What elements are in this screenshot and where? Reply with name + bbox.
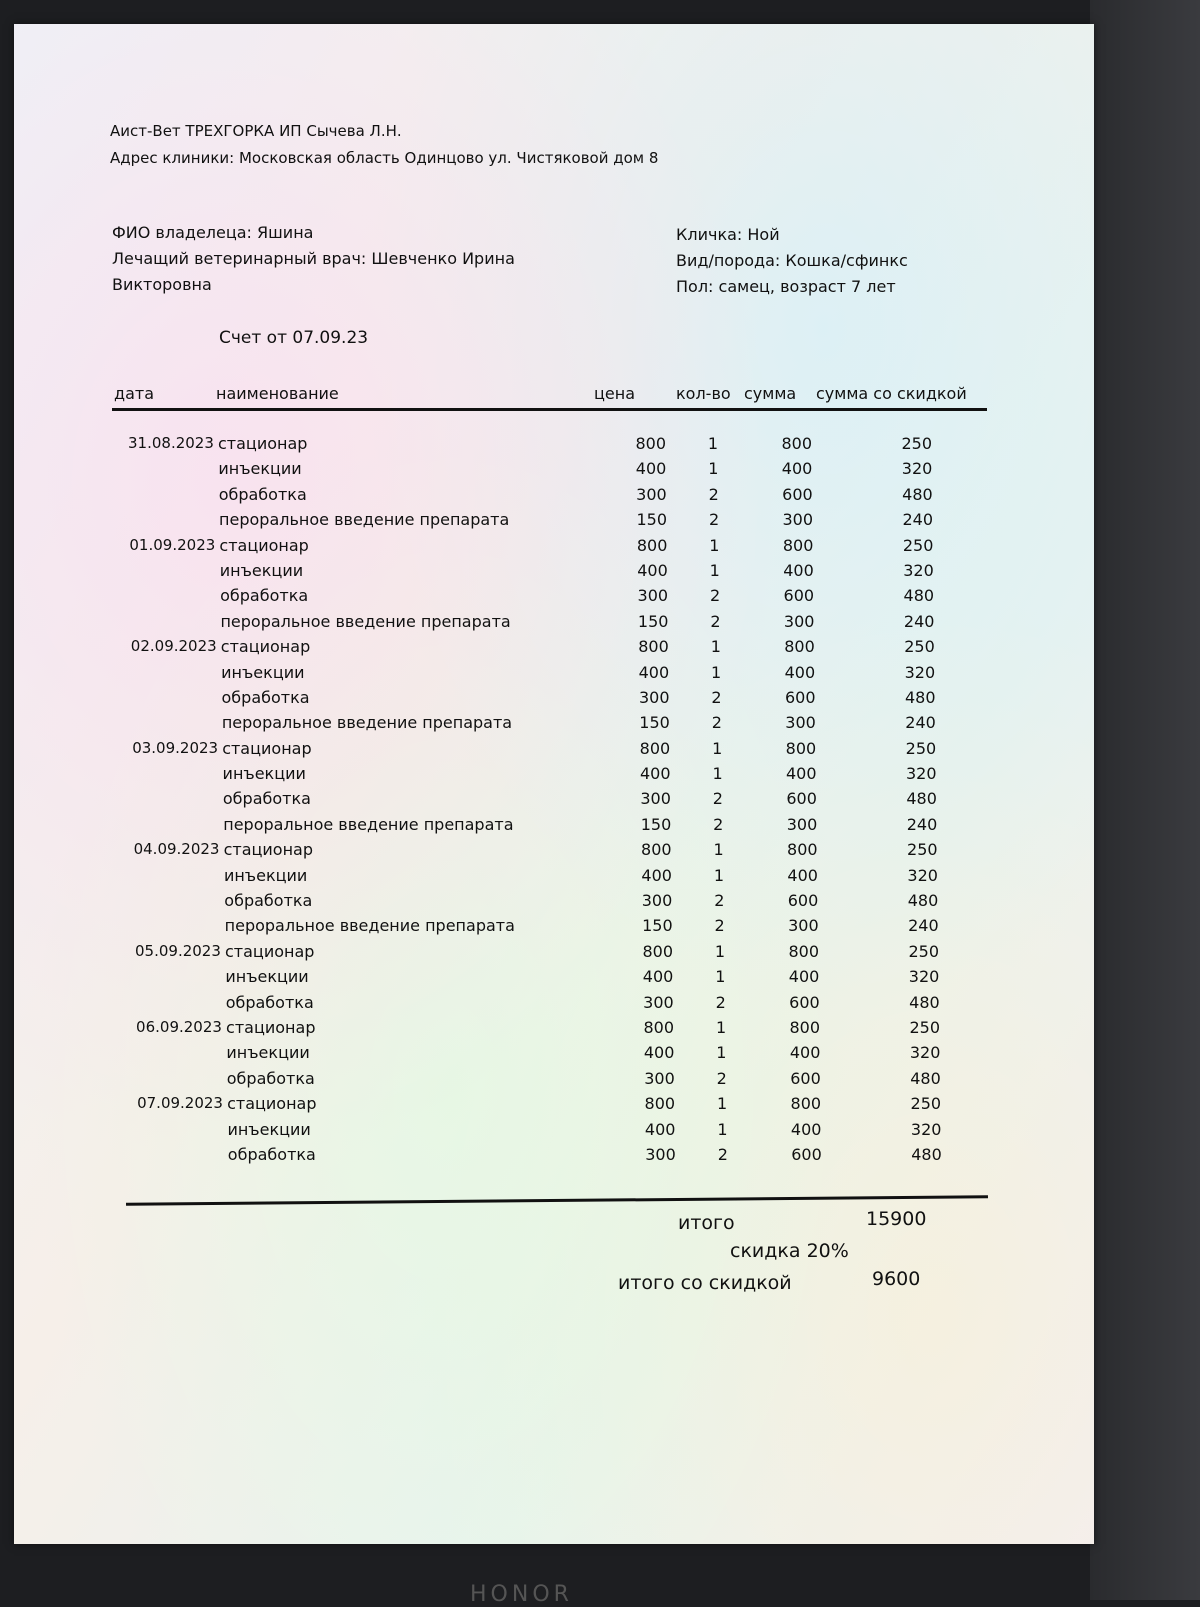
- row-sum: 300: [783, 611, 815, 631]
- row-price: 800: [643, 1017, 675, 1037]
- table-row: [19, 789, 1099, 814]
- row-sum: 400: [789, 1043, 821, 1063]
- row-qty: 1: [712, 738, 723, 758]
- discounted-total-label: итого со скидкой: [618, 1272, 792, 1294]
- row-qty: 1: [713, 865, 725, 885]
- row-item-name: инъекции: [218, 459, 302, 479]
- row-sum: 400: [781, 459, 813, 479]
- row-price: 300: [640, 789, 671, 809]
- table-row: [15, 536, 1095, 561]
- invoice-document: [14, 24, 1094, 1544]
- clinic-header: [110, 118, 658, 172]
- col-header-name: наименование: [216, 384, 339, 403]
- row-qty: 1: [717, 1119, 728, 1139]
- table-row: [20, 891, 1100, 916]
- row-item-name: пероральное введение препарата: [224, 916, 515, 936]
- row-price: 800: [635, 434, 666, 453]
- table-row: [20, 840, 1100, 865]
- row-discounted-sum: 480: [909, 992, 940, 1012]
- row-sum: 800: [789, 1017, 821, 1037]
- row-qty: 1: [715, 967, 726, 987]
- row-discounted-sum: 240: [908, 916, 939, 936]
- row-qty: 2: [716, 1068, 727, 1088]
- row-item-name: пероральное введение препарата: [221, 713, 513, 733]
- row-price: 400: [643, 1043, 675, 1063]
- row-discounted-sum: 320: [909, 1043, 941, 1063]
- pet-block: [676, 222, 908, 300]
- row-qty: 2: [714, 916, 725, 936]
- invoice-rows: [14, 434, 1094, 1170]
- row-price: 300: [645, 1144, 676, 1164]
- device-brand-logo: HONOR: [470, 1582, 573, 1607]
- row-sum: 600: [783, 586, 815, 606]
- row-qty: 1: [714, 941, 726, 961]
- row-date: 31.08.2023: [128, 434, 214, 452]
- row-sum: 800: [781, 434, 812, 453]
- row-price: 400: [640, 764, 671, 784]
- row-date: 06.09.2023: [136, 1017, 222, 1036]
- table-row: [16, 561, 1096, 586]
- row-sum: 600: [791, 1144, 822, 1164]
- table-row: [21, 916, 1101, 941]
- row-discounted-sum: 480: [902, 484, 933, 504]
- table-row: [20, 866, 1100, 891]
- row-sum: 400: [786, 764, 817, 784]
- table-row: [22, 1043, 1102, 1068]
- row-price: 300: [641, 891, 673, 911]
- row-price: 400: [637, 560, 668, 580]
- doctor-name: Лечащий ветеринарный врач: Шевченко Ирина: [112, 249, 515, 268]
- row-item-name: инъекции: [219, 560, 304, 580]
- row-discounted-sum: 240: [902, 510, 934, 530]
- table-row: [19, 764, 1099, 789]
- row-sum: 800: [787, 840, 818, 860]
- pet-nickname: Кличка: Ной: [676, 225, 780, 244]
- table-row: [16, 612, 1096, 637]
- row-discounted-sum: 480: [907, 891, 939, 911]
- row-item-name: пероральное введение препарата: [219, 510, 510, 530]
- discounted-total-value: 9600: [872, 1268, 921, 1290]
- row-sum: 400: [783, 560, 814, 580]
- row-item-name: стационар: [223, 840, 314, 860]
- clinic-name: Аист-Вет ТРЕХГОРКА ИП Сычева Л.Н.: [110, 122, 402, 140]
- header-rule: [112, 408, 987, 411]
- row-item-name: пероральное введение препарата: [223, 814, 514, 834]
- row-discounted-sum: 250: [901, 434, 932, 453]
- table-row: [22, 993, 1102, 1018]
- row-qty: 1: [711, 662, 722, 682]
- row-sum: 800: [784, 637, 815, 657]
- row-price: 800: [642, 941, 673, 961]
- row-sum: 600: [786, 789, 817, 809]
- row-qty: 1: [716, 1043, 727, 1063]
- row-sum: 600: [789, 992, 820, 1012]
- row-sum: 800: [785, 738, 817, 758]
- row-item-name: пероральное введение препарата: [220, 611, 511, 631]
- row-discounted-sum: 320: [903, 560, 934, 580]
- row-price: 150: [637, 611, 669, 631]
- row-date: 05.09.2023: [135, 941, 221, 960]
- row-qty: 1: [707, 434, 719, 453]
- row-sum: 600: [782, 484, 813, 504]
- row-discounted-sum: 320: [904, 662, 936, 682]
- row-discounted-sum: 320: [906, 764, 937, 784]
- table-row: [17, 663, 1097, 688]
- row-date: 03.09.2023: [132, 738, 219, 757]
- clinic-address: Адрес клиники: Московская область Одинцово ул. Чистяковой дом 8: [110, 149, 659, 167]
- row-item-name: инъекции: [223, 865, 308, 885]
- col-header-price: цена: [594, 384, 635, 403]
- row-item-name: стационар: [219, 535, 309, 555]
- row-price: 400: [642, 967, 674, 987]
- footer-rule: [126, 1195, 988, 1206]
- row-price: 150: [642, 916, 673, 936]
- row-discounted-sum: 250: [910, 1094, 942, 1114]
- row-item-name: стационар: [222, 738, 312, 758]
- table-row: [17, 637, 1097, 662]
- row-item-name: стационар: [220, 637, 311, 657]
- row-sum: 400: [787, 865, 818, 885]
- pet-breed: Вид/порода: Кошка/сфинкс: [676, 251, 908, 270]
- table-row: [18, 713, 1098, 738]
- row-sum: 400: [784, 662, 816, 682]
- row-item-name: обработка: [220, 586, 309, 606]
- row-discounted-sum: 250: [904, 637, 935, 657]
- row-item-name: стационар: [225, 941, 315, 961]
- row-price: 800: [639, 738, 671, 758]
- row-sum: 600: [790, 1068, 821, 1088]
- invoice-title: Счет от 07.09.23: [219, 328, 369, 348]
- row-discounted-sum: 480: [904, 687, 936, 707]
- table-row: [15, 485, 1095, 510]
- row-qty: 2: [710, 586, 721, 606]
- row-qty: 2: [712, 789, 723, 809]
- row-item-name: обработка: [218, 484, 307, 504]
- row-item-name: стационар: [218, 434, 308, 453]
- monitor-bezel: [1090, 0, 1200, 1600]
- row-price: 150: [636, 510, 668, 530]
- discount-label: скидка 20%: [730, 1240, 849, 1262]
- row-discounted-sum: 320: [910, 1119, 942, 1139]
- row-item-name: стационар: [227, 1094, 317, 1114]
- row-date: 04.09.2023: [133, 840, 220, 859]
- row-qty: 2: [711, 713, 722, 733]
- row-qty: 1: [709, 535, 720, 555]
- row-qty: 2: [710, 611, 721, 631]
- row-item-name: стационар: [226, 1017, 316, 1037]
- row-date: 01.09.2023: [129, 535, 216, 554]
- row-price: 400: [644, 1119, 676, 1139]
- row-item-name: обработка: [224, 891, 313, 911]
- row-qty: 2: [715, 992, 726, 1012]
- owner-name: ФИО владелеца: Яшина: [112, 223, 314, 242]
- row-discounted-sum: 250: [902, 535, 934, 555]
- row-sum: 600: [787, 891, 819, 911]
- table-row: [15, 510, 1095, 535]
- row-qty: 2: [711, 687, 722, 707]
- col-header-discounted: сумма со скидкой: [816, 384, 967, 403]
- row-price: 800: [641, 840, 672, 860]
- row-sum: 300: [785, 713, 816, 733]
- table-row: [21, 942, 1101, 967]
- row-qty: 2: [708, 484, 719, 504]
- row-discounted-sum: 480: [911, 1144, 942, 1164]
- table-row: [22, 1018, 1102, 1043]
- row-sum: 400: [790, 1119, 822, 1139]
- row-item-name: обработка: [222, 789, 311, 809]
- table-row: [18, 688, 1098, 713]
- row-discounted-sum: 480: [906, 789, 937, 809]
- col-header-date: дата: [114, 384, 154, 403]
- col-header-qty: кол-во: [676, 384, 731, 403]
- row-discounted-sum: 240: [905, 713, 936, 733]
- row-qty: 2: [714, 891, 725, 911]
- table-row: [23, 1094, 1103, 1119]
- row-price: 300: [644, 1068, 675, 1088]
- row-discounted-sum: 250: [907, 840, 938, 860]
- row-discounted-sum: 320: [907, 865, 938, 885]
- table-row: [16, 586, 1096, 611]
- row-price: 800: [638, 637, 669, 657]
- row-item-name: обработка: [227, 1144, 316, 1164]
- row-qty: 1: [715, 1017, 727, 1037]
- row-price: 150: [639, 713, 670, 733]
- table-row: [23, 1120, 1103, 1145]
- row-qty: 1: [717, 1094, 728, 1114]
- row-discounted-sum: 480: [910, 1068, 941, 1088]
- row-sum: 300: [786, 814, 818, 834]
- row-price: 800: [636, 535, 668, 555]
- row-item-name: инъекции: [225, 967, 309, 987]
- row-qty: 1: [710, 637, 721, 657]
- doctor-name-cont: Викторовна: [112, 275, 212, 294]
- row-item-name: обработка: [226, 1068, 315, 1088]
- total-label: итого: [678, 1212, 735, 1234]
- row-qty: 1: [713, 840, 724, 860]
- row-item-name: обработка: [225, 992, 314, 1012]
- row-qty: 2: [708, 510, 720, 530]
- table-row: [19, 815, 1099, 840]
- row-price: 800: [644, 1094, 676, 1114]
- row-price: 400: [635, 459, 667, 479]
- row-price: 300: [638, 687, 670, 707]
- row-price: 300: [636, 484, 667, 504]
- row-sum: 400: [788, 967, 820, 987]
- row-price: 400: [641, 865, 672, 885]
- row-qty: 2: [713, 814, 724, 834]
- row-discounted-sum: 240: [906, 814, 938, 834]
- row-price: 400: [638, 662, 670, 682]
- row-discounted-sum: 250: [905, 738, 937, 758]
- row-sum: 800: [790, 1094, 822, 1114]
- table-row: [23, 1069, 1103, 1094]
- row-sum: 800: [782, 535, 814, 555]
- pet-sex-age: Пол: самец, возраст 7 лет: [676, 277, 896, 296]
- row-item-name: обработка: [221, 687, 310, 707]
- total-value: 15900: [866, 1208, 927, 1230]
- row-discounted-sum: 250: [909, 1017, 941, 1037]
- row-qty: 1: [709, 560, 720, 580]
- row-qty: 1: [708, 459, 719, 479]
- row-sum: 300: [782, 510, 814, 530]
- table-row: [24, 1145, 1104, 1170]
- row-price: 150: [640, 814, 672, 834]
- row-item-name: инъекции: [227, 1119, 311, 1139]
- row-discounted-sum: 320: [901, 459, 933, 479]
- row-price: 300: [643, 992, 674, 1012]
- row-sum: 300: [788, 916, 819, 936]
- table-row: [14, 434, 1094, 459]
- row-qty: 2: [717, 1144, 728, 1164]
- table-row: [21, 967, 1101, 992]
- row-item-name: инъекции: [222, 764, 306, 784]
- owner-block: [112, 220, 515, 298]
- row-discounted-sum: 320: [908, 967, 940, 987]
- row-discounted-sum: 480: [903, 586, 935, 606]
- row-sum: 600: [784, 687, 816, 707]
- row-sum: 800: [788, 941, 819, 961]
- col-header-sum: сумма: [744, 384, 797, 403]
- row-discounted-sum: 250: [908, 941, 939, 961]
- row-price: 300: [637, 586, 669, 606]
- table-row: [18, 739, 1098, 764]
- row-discounted-sum: 240: [903, 611, 935, 631]
- row-item-name: инъекции: [226, 1043, 310, 1063]
- row-date: 07.09.2023: [137, 1094, 223, 1113]
- table-row: [14, 459, 1094, 484]
- row-date: 02.09.2023: [130, 637, 217, 656]
- row-item-name: инъекции: [221, 662, 305, 682]
- row-qty: 1: [712, 764, 723, 784]
